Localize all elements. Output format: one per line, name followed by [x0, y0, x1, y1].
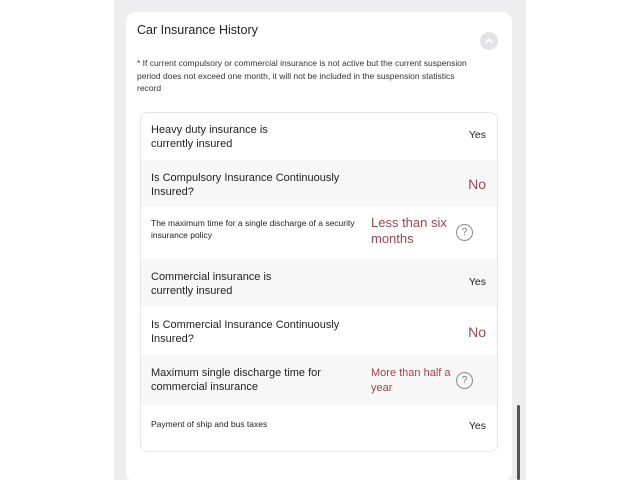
chevron-up-icon[interactable]	[480, 32, 498, 50]
row-label: Payment of ship and bus taxes	[151, 419, 268, 429]
insurance-history-list	[140, 112, 498, 452]
list-item	[141, 355, 497, 405]
row-value: Yes	[468, 129, 486, 141]
car-insurance-history-card	[126, 12, 512, 480]
question-mark-icon[interactable]: ?	[456, 224, 473, 241]
card-title: Car Insurance History	[137, 23, 258, 37]
question-mark-icon[interactable]: ?	[456, 372, 473, 389]
scrollbar[interactable]	[517, 405, 520, 480]
list-item	[141, 113, 497, 160]
row-label: Commercial insurance is currently insured	[151, 271, 272, 297]
row-value: Yes	[468, 276, 486, 288]
row-label: Heavy duty insurance is currently insured	[151, 124, 268, 150]
list-item	[141, 207, 497, 259]
row-value: Yes	[468, 420, 486, 432]
row-label: Is Compulsory Insurance Continuously Insured?	[151, 172, 340, 198]
list-item	[141, 259, 497, 307]
list-item	[141, 307, 497, 355]
row-value: No	[468, 324, 486, 340]
row-label: The maximum time for a single discharge of a security insurance policy	[151, 218, 355, 240]
row-value: Less than six months	[371, 215, 447, 246]
row-label: Is Commercial Insurance Continuously Insured?	[151, 319, 340, 345]
list-item	[141, 160, 497, 207]
list-item	[141, 405, 497, 452]
app-screen	[114, 0, 526, 480]
row-label: Maximum single discharge time for commercial insurance	[151, 367, 321, 393]
row-value: More than half a year	[371, 367, 451, 394]
row-value: No	[468, 176, 486, 192]
suspension-note: * If current compulsory or commercial insurance is not active but the current suspension period does not exceed one month, it will not be included in the suspension statistics record	[137, 58, 467, 93]
